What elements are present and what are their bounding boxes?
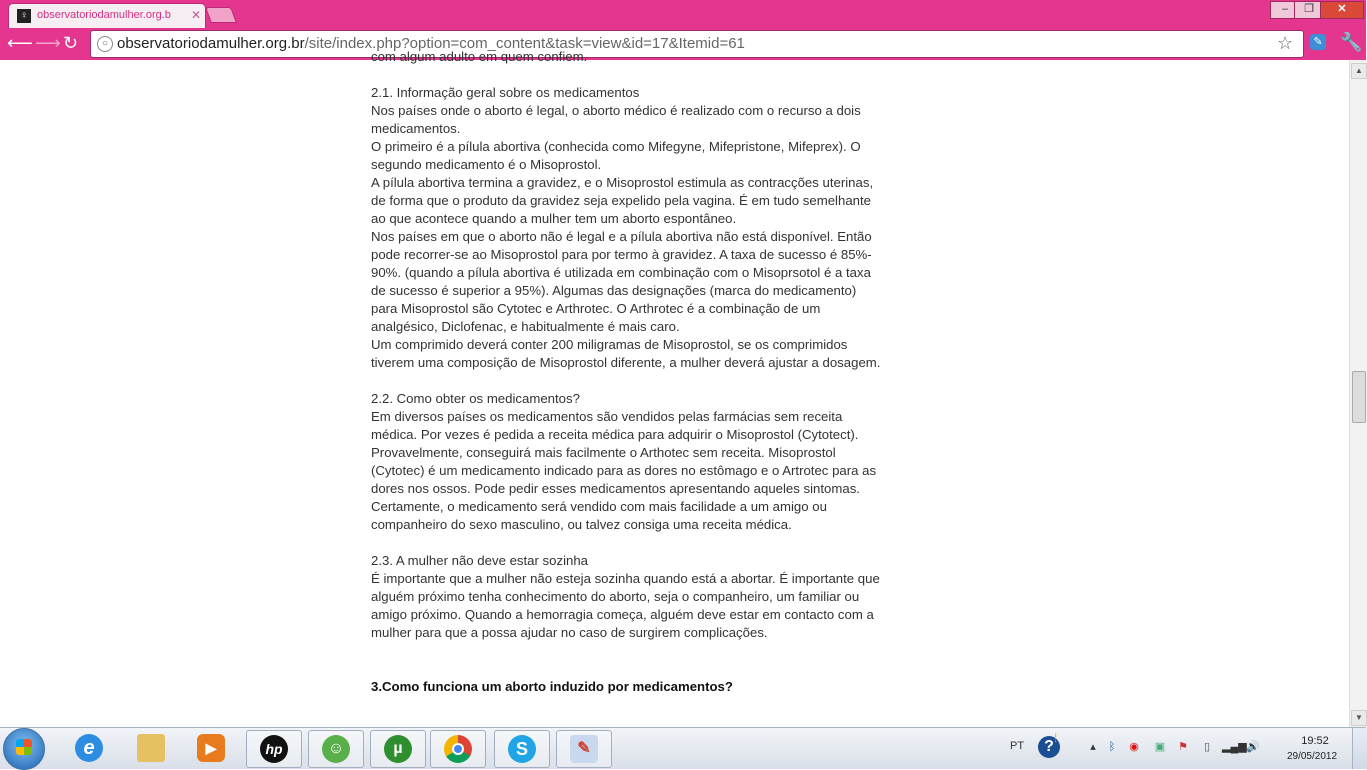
extension-icon[interactable]: ✎ <box>1310 34 1326 50</box>
forward-arrow-icon[interactable]: ⟶ <box>35 33 61 53</box>
text-line: para Misoprostol são Cytotec e Arthrotec. O Arthrotec é a combinação de um <box>371 301 821 316</box>
text-line: O primeiro é a pílula abortiva (conhecida como Mifegyne, Mifepristone, Mifeprex). O <box>371 139 861 154</box>
skype-icon[interactable] <box>494 730 550 768</box>
text-line: Nos países onde o aborto é legal, o aborto médico é realizado com o recurso a dois <box>371 103 861 118</box>
text-line: mulher para que a possa ajudar no caso de surgirem complicações. <box>371 625 768 640</box>
section-heading: 2.2. Como obter os medicamentos? <box>371 391 580 406</box>
text-line: dores nos ossos. Pode pedir esses medicamentos apresentando aqueles sintomas. <box>371 481 860 496</box>
text-line: Nos países em que o aborto não é legal e a pílula abortiva não está disponível. Então <box>371 229 872 244</box>
text-line: analgésico, Diclofenac, e habitualmente é mais caro. <box>371 319 680 334</box>
vertical-scrollbar[interactable] <box>1349 60 1367 727</box>
chrome-icon[interactable] <box>430 730 486 768</box>
internet-explorer-glyph: e <box>75 734 103 762</box>
site-favicon-icon: ♀ <box>17 9 31 23</box>
paragraph: com algum adulto em quem confiem. <box>371 49 588 64</box>
url-domain: observatoriodamulher.org.br <box>117 35 305 52</box>
action-center-flag-icon[interactable]: ⚑ <box>1178 741 1188 753</box>
text-line: segundo medicamento é o Misoprostol. <box>371 157 602 172</box>
text-line: ao que acontece quando a mulher tem um aborto espontâneo. <box>371 211 737 226</box>
network-status-icon[interactable]: ▣ <box>1154 741 1166 753</box>
signal-strength-icon[interactable]: ▂▄▆ <box>1222 741 1247 753</box>
palette-icon: ✎ <box>570 735 598 763</box>
text-line: de forma que o produto da gravidez seja expelido pela vagina. É em tudo semelhante <box>371 193 871 208</box>
text-line: amigo próximo. Quando a hemorragia começa, alguém deve estar em contacto com a <box>371 607 874 622</box>
star-icon[interactable]: ☆ <box>1277 33 1294 53</box>
folder-icon <box>137 734 165 762</box>
clock-time[interactable]: 19:52 <box>1301 735 1329 747</box>
language-indicator[interactable]: PT <box>1010 740 1025 752</box>
hp-icon[interactable] <box>246 730 302 768</box>
volume-icon[interactable]: 🔊 <box>1246 741 1260 753</box>
minimize-button[interactable]: ‒ <box>1270 1 1300 19</box>
utorrent-logo: µ <box>384 735 412 763</box>
people-icon: ☺ <box>322 735 350 763</box>
help-icon[interactable]: ? <box>1038 736 1060 758</box>
play-icon: ▶ <box>197 734 225 762</box>
browser-tab[interactable] <box>8 3 206 28</box>
maximize-button[interactable]: ❐ <box>1294 1 1324 19</box>
text-line: Um comprimido deverá conter 200 miligramas de Misoprostol, se os comprimidos <box>371 337 848 352</box>
tab-title: observatoriodamulher.org.b <box>37 9 171 21</box>
scroll-thumb[interactable] <box>1352 371 1366 423</box>
chrome-logo <box>444 735 472 763</box>
back-arrow-icon[interactable]: ⟵ <box>7 33 33 53</box>
page-info-icon[interactable]: ○ <box>97 36 113 52</box>
text-line: medicamentos. <box>371 121 461 136</box>
text-line: de sucesso é superior a 95%). Algumas das designações (marca do medicamento) <box>371 283 857 298</box>
text-line: (Cytotec) é um medicamento indicado para as dores no estômago e o Artrotec para as <box>371 463 877 478</box>
text-line: A pílula abortiva termina a gravidez, e o Misoprostol estimula as contracções uterinas, <box>371 175 874 190</box>
start-button[interactable] <box>3 728 45 770</box>
warning-icon: ! <box>1054 731 1058 745</box>
text-line: companheiro do sexo masculino, ou talvez consiga uma receita médica. <box>371 517 792 532</box>
internet-explorer-icon[interactable] <box>62 730 116 766</box>
utorrent-icon[interactable] <box>370 730 426 768</box>
close-window-button[interactable]: ✕ <box>1320 1 1364 19</box>
windows-explorer-icon[interactable] <box>124 730 178 766</box>
battery-icon[interactable]: ▯ <box>1203 741 1211 753</box>
article-body <box>371 48 926 696</box>
section-heading: 2.1. Informação geral sobre os medicamentos <box>371 85 640 100</box>
text-line: tiverem uma composição de Misoprostol diferente, a mulher deverá ajustar a dosagem. <box>371 355 881 370</box>
taskbar <box>0 727 1366 769</box>
bluetooth-icon[interactable]: ᛒ <box>1108 741 1116 753</box>
scroll-down-icon[interactable]: ▼ <box>1351 710 1367 726</box>
skype-logo: S <box>508 735 536 763</box>
text-line: Certamente, o medicamento será vendido com mais facilidade a um amigo ou <box>371 499 827 514</box>
text-line: 90%. (quando a pílula abortiva é utilizada em combinação com o Misoprsotol é a taxa <box>371 265 871 280</box>
paint-icon[interactable] <box>556 730 612 768</box>
reload-icon[interactable]: ↻ <box>63 33 79 53</box>
contacts-icon[interactable] <box>308 730 364 768</box>
new-tab-button[interactable] <box>205 7 237 23</box>
text-line: médica. Por vezes é pedida a receita médica para adquirir o Misoprostol (Cytotect). <box>371 427 859 442</box>
text-line: Em diversos países os medicamentos são vendidos pelas farmácias sem receita <box>371 409 843 424</box>
media-player-icon[interactable] <box>184 730 238 766</box>
page-viewport <box>0 49 1349 727</box>
text-line: alguém próximo tenha conhecimento do aborto, seja o companheiro, um familiar ou <box>371 589 860 604</box>
text-line: Provavelmente, conseguirá mais facilmente o Arthotec sem receita. Misoprostol <box>371 445 836 460</box>
clock-date[interactable]: 29/05/2012 <box>1286 751 1338 762</box>
tab-close-icon[interactable]: ✕ <box>191 8 202 22</box>
hp-logo: hp <box>260 735 288 763</box>
text-line: pode recorrer-se ao Misoprostol para por termo à gravidez. A taxa de sucesso é 85%- <box>371 247 872 262</box>
antivirus-icon[interactable]: ◉ <box>1129 741 1139 753</box>
text-line: É importante que a mulher não esteja sozinha quando está a abortar. É importante que <box>371 571 880 586</box>
scroll-up-icon[interactable]: ▲ <box>1351 63 1367 79</box>
url-path: /site/index.php?option=com_content&task=view&id=17&Itemid=61 <box>304 35 745 52</box>
section-heading: 2.3. A mulher não deve estar sozinha <box>371 553 588 568</box>
show-desktop-button[interactable] <box>1352 728 1367 769</box>
section-3-heading: 3.Como funciona um aborto induzido por medicamentos? <box>371 679 733 694</box>
windows-logo-icon <box>16 739 32 755</box>
show-hidden-icons-icon[interactable]: ▴ <box>1090 741 1096 753</box>
wrench-icon[interactable]: 🔧 <box>1340 32 1363 52</box>
